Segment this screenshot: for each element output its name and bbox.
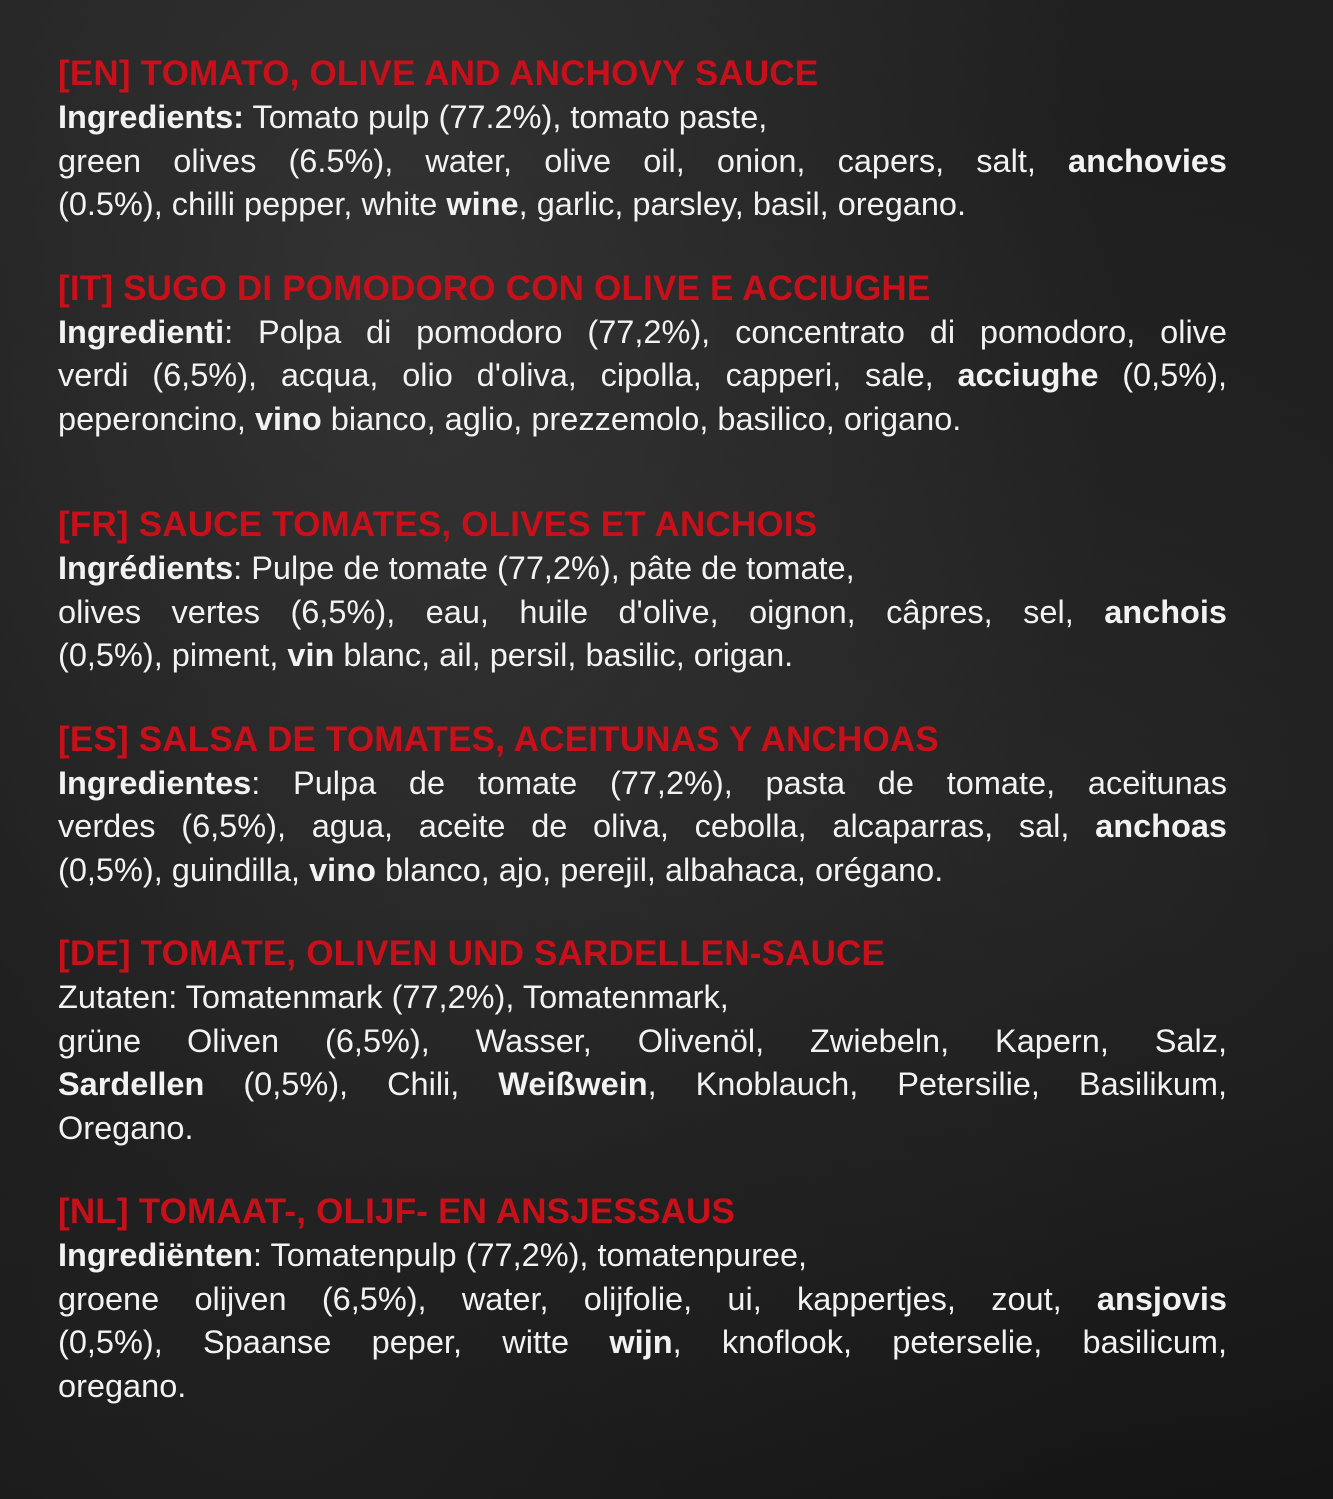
section-de bbox=[58, 932, 1227, 1150]
text-span: (0,5%), bbox=[1098, 357, 1227, 393]
spacer bbox=[58, 1150, 1227, 1190]
allergen-bold: vino bbox=[309, 851, 376, 888]
text-line bbox=[58, 634, 1227, 678]
spacer bbox=[58, 678, 1227, 718]
text-line bbox=[58, 1020, 1227, 1064]
text-line bbox=[58, 1234, 1227, 1278]
allergen-bold: Sardellen bbox=[58, 1066, 205, 1102]
text-line bbox=[58, 1278, 1227, 1322]
section-title-en: [EN] TOMATO, OLIVE AND ANCHOVY SAUCE bbox=[58, 54, 819, 93]
allergen-bold: wijn bbox=[609, 1324, 673, 1360]
section-fr bbox=[58, 503, 1227, 678]
text-line bbox=[58, 140, 1227, 184]
allergen-bold: acciughe bbox=[957, 357, 1099, 393]
text-span: olives vertes (6,5%), eau, huile d'olive, oignon, câpres, sel, bbox=[58, 593, 1105, 630]
text-span: : Polpa di pomodoro (77,2%), concentrato di pomodoro, olive bbox=[224, 313, 1227, 350]
text-span: , knoflook, peterselie, basilicum, bbox=[672, 1324, 1227, 1360]
spacer bbox=[58, 441, 1227, 503]
text-line bbox=[58, 547, 1227, 591]
section-title-es: [ES] SALSA DE TOMATES, ACEITUNAS Y ANCHOAS bbox=[58, 719, 939, 759]
text-span: , garlic, parsley, basil, oregano. bbox=[518, 186, 967, 222]
bold-label: Ingredientes bbox=[58, 764, 252, 801]
text-span: : Pulpa de tomate (77,2%), pasta de tomate, aceitunas bbox=[251, 764, 1227, 801]
section-title-it: [IT] SUGO DI POMODORO CON OLIVE E ACCIUGHE bbox=[58, 268, 931, 308]
spacer bbox=[58, 227, 1227, 267]
bold-label: Ingrediënten bbox=[58, 1237, 254, 1273]
allergen-bold: vino bbox=[254, 400, 322, 437]
text-span: (0,5%), Spaanse peper, witte bbox=[58, 1324, 610, 1360]
text-span: green olives (6.5%), water, olive oil, onion, capers, salt, bbox=[58, 142, 1069, 179]
bold-label: Ingredienti bbox=[58, 313, 225, 350]
ingredients-text-it bbox=[58, 311, 1227, 442]
allergen-bold: ansjovis bbox=[1096, 1280, 1227, 1317]
text-line bbox=[58, 1063, 1227, 1107]
text-line bbox=[58, 805, 1227, 849]
text-span: groene olijven (6,5%), water, olijfolie, ui, kappertjes, zout, bbox=[58, 1280, 1097, 1317]
text-span: grüne Oliven (6,5%), Wasser, Olivenöl, Zwiebeln, Kapern, Salz, bbox=[58, 1022, 1227, 1059]
text-span: Oregano. bbox=[58, 1109, 194, 1146]
allergen-bold: anchoas bbox=[1095, 808, 1227, 844]
text-line bbox=[58, 591, 1227, 635]
text-span: (0.5%), chilli pepper, white bbox=[58, 186, 447, 222]
text-span: peperoncino, bbox=[58, 400, 255, 437]
allergen-bold: anchois bbox=[1104, 593, 1227, 630]
text-span: verdes (6,5%), agua, aceite de oliva, cebolla, alcaparras, sal, bbox=[58, 808, 1096, 844]
bold-label: Ingredients: bbox=[58, 99, 244, 135]
ingredients-text-de bbox=[58, 976, 1227, 1150]
section-es bbox=[58, 718, 1227, 893]
text-line bbox=[58, 976, 1227, 1020]
text-line bbox=[58, 311, 1227, 355]
text-line bbox=[58, 96, 1227, 140]
text-span: verdi (6,5%), acqua, olio d'oliva, cipolla, capperi, sale, bbox=[58, 357, 958, 393]
text-span: bianco, aglio, prezzemolo, basilico, origano. bbox=[321, 400, 962, 437]
section-en bbox=[58, 52, 1227, 227]
text-line bbox=[58, 762, 1227, 806]
section-title-nl: [NL] TOMAAT-, OLIJF- EN ANSJESSAUS bbox=[58, 1192, 736, 1231]
spacer bbox=[58, 892, 1227, 932]
text-span: (0,5%), Chili, bbox=[204, 1066, 499, 1102]
text-line bbox=[58, 1365, 1227, 1409]
section-title-fr: [FR] SAUCE TOMATES, OLIVES ET ANCHOIS bbox=[58, 505, 818, 544]
text-span: : Tomatenpulp (77,2%), tomatenpuree, bbox=[253, 1237, 808, 1273]
ingredients-text-nl bbox=[58, 1234, 1227, 1408]
ingredients-text-en bbox=[58, 96, 1227, 227]
text-line bbox=[58, 849, 1227, 893]
text-span: Zutaten: Tomatenmark (77,2%), Tomatenmark, bbox=[58, 979, 729, 1015]
allergen-bold: vin bbox=[287, 637, 335, 673]
allergen-bold: wine bbox=[446, 186, 519, 222]
text-line bbox=[58, 354, 1227, 398]
text-line bbox=[58, 183, 1227, 227]
text-span: blanco, ajo, perejil, albahaca, orégano. bbox=[375, 851, 944, 888]
ingredients-text-fr bbox=[58, 547, 1227, 678]
text-span: , Knoblauch, Petersilie, Basilikum, bbox=[647, 1066, 1227, 1102]
text-span: (0,5%), piment, bbox=[58, 637, 288, 673]
text-span: (0,5%), guindilla, bbox=[58, 851, 310, 888]
text-span: Tomato pulp (77.2%), tomato paste, bbox=[244, 99, 768, 135]
text-line bbox=[58, 1107, 1227, 1151]
ingredients-text-es bbox=[58, 762, 1227, 893]
allergen-bold: Weißwein bbox=[498, 1066, 648, 1102]
text-span: : Pulpe de tomate (77,2%), pâte de tomate, bbox=[233, 550, 855, 586]
bold-label: Ingrédients bbox=[58, 550, 234, 586]
text-line bbox=[58, 1321, 1227, 1365]
section-nl bbox=[58, 1190, 1227, 1408]
text-span: blanc, ail, persil, basilic, origan. bbox=[334, 637, 794, 673]
section-it bbox=[58, 267, 1227, 442]
section-title-de: [DE] TOMATE, OLIVEN UND SARDELLEN-SAUCE bbox=[58, 934, 886, 973]
allergen-bold: anchovies bbox=[1068, 142, 1227, 179]
text-span: oregano. bbox=[58, 1367, 187, 1404]
text-line bbox=[58, 398, 1227, 442]
